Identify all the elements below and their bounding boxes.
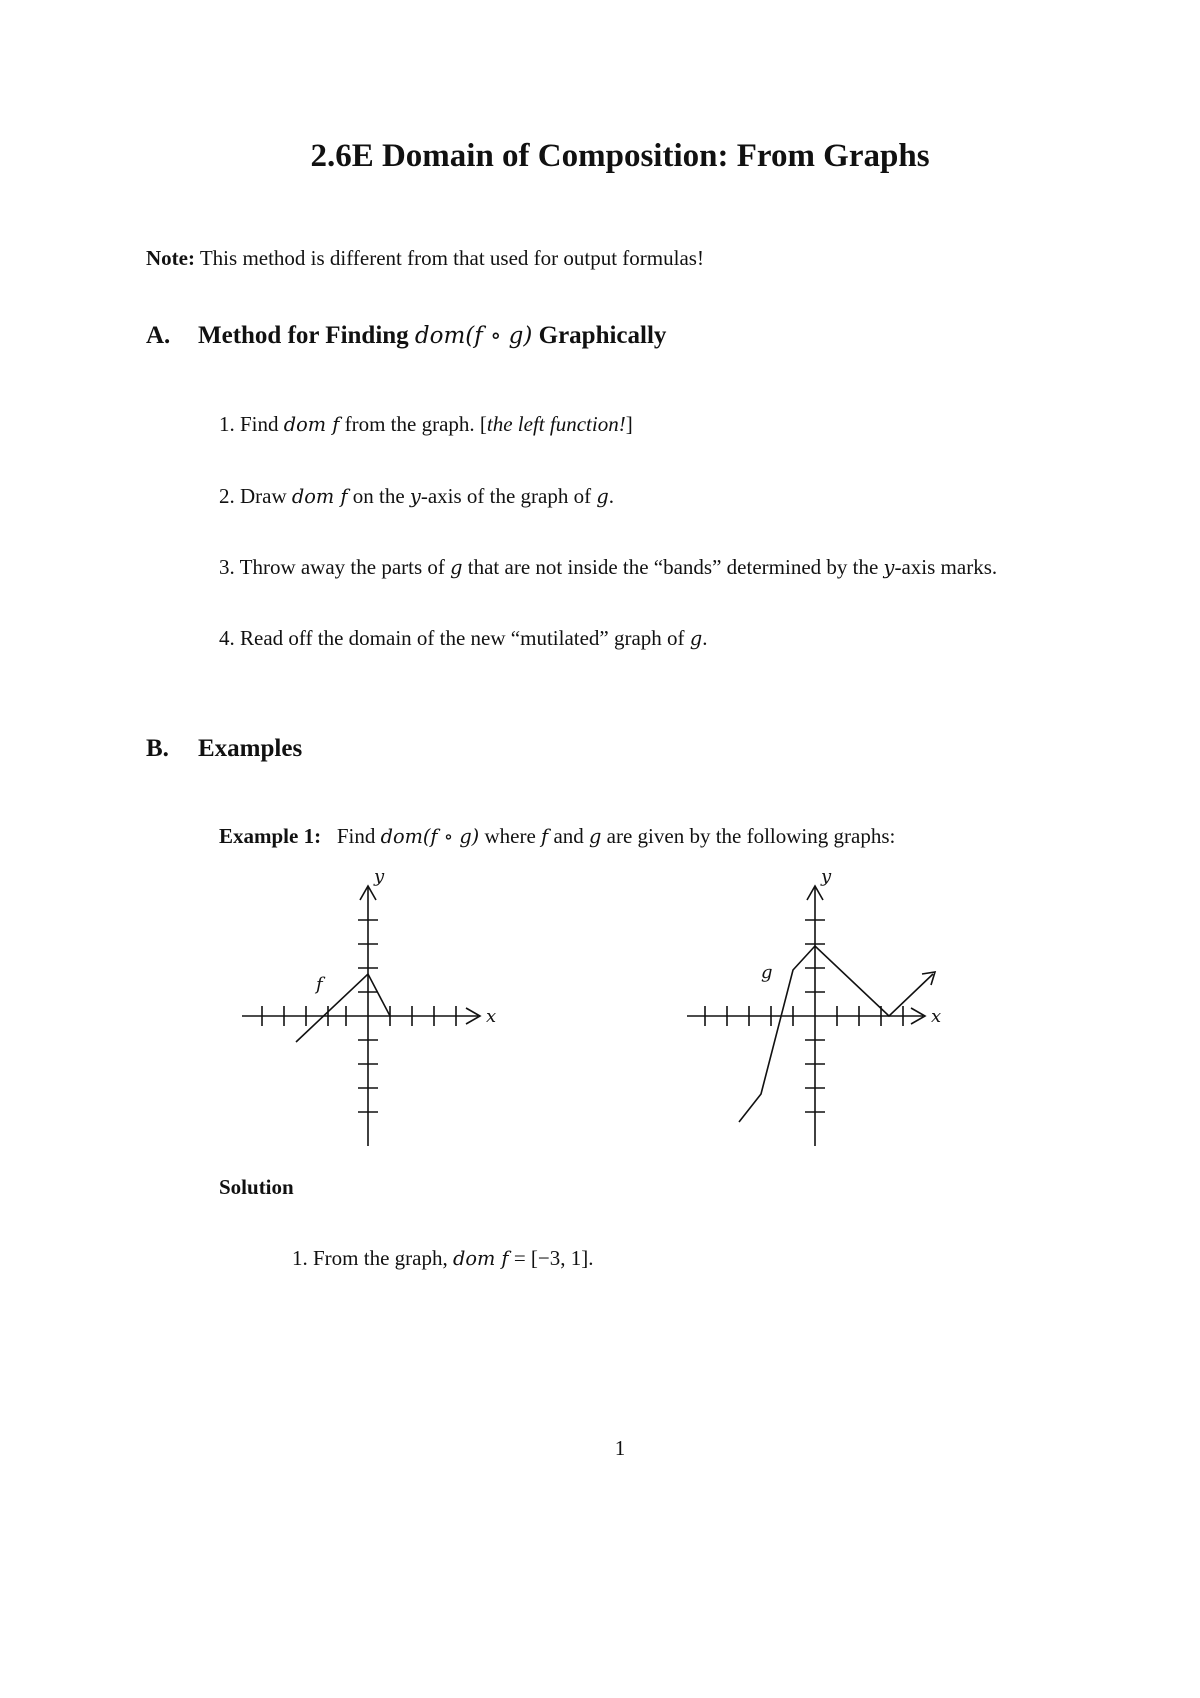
step-1-pre: 1. Find xyxy=(219,412,284,436)
solution-step-1-pre: 1. From the graph, xyxy=(292,1246,453,1270)
example-1-mid: where xyxy=(479,824,542,848)
note-text: This method is different from that used for output formulas! xyxy=(194,246,704,270)
step-4-g: g xyxy=(689,627,703,650)
solution-step-1-post: = [−3, 1]. xyxy=(508,1246,594,1270)
solution-step-1-math: dom f xyxy=(452,1247,509,1270)
section-b-heading xyxy=(146,735,302,763)
section-b-title: Examples xyxy=(198,735,303,762)
step-4-pre: 4. Read off the domain of the new “mutilated” graph of xyxy=(219,626,690,650)
graph-g-curve-label: g xyxy=(761,962,773,983)
step-2-post: -axis of the graph of xyxy=(420,484,597,508)
step-4 xyxy=(219,626,707,651)
graph-f xyxy=(230,870,530,1160)
graph-g xyxy=(675,870,975,1160)
example-1-f: f xyxy=(541,825,549,848)
step-2 xyxy=(219,484,614,509)
section-a-heading xyxy=(146,322,666,350)
step-1 xyxy=(219,412,633,437)
step-3-mid: that are not inside the “bands” determined by the xyxy=(462,555,884,579)
graph-f-curve xyxy=(296,974,390,1042)
section-a-title-post: Graphically xyxy=(532,322,667,349)
step-2-pre: 2. Draw xyxy=(219,484,292,508)
step-2-end: . xyxy=(608,484,614,508)
step-2-axis: y xyxy=(409,485,421,508)
note-paragraph xyxy=(146,246,704,271)
example-1-post: are given by the following graphs: xyxy=(601,824,896,848)
step-4-end: . xyxy=(702,626,708,650)
section-b-letter: B. xyxy=(146,735,169,762)
example-1-g: g xyxy=(589,825,602,848)
step-1-emphasis: the left function! xyxy=(486,412,626,436)
step-3-pre: 3. Throw away the parts of xyxy=(219,555,451,579)
graph-f-x-label: x xyxy=(486,1006,497,1027)
step-2-math: dom f xyxy=(291,485,348,508)
graph-f-curve-label: f xyxy=(316,974,323,995)
example-1-label: Example 1: xyxy=(219,824,322,848)
page-number: 1 xyxy=(614,1436,626,1460)
example-1-pre: Find xyxy=(321,824,381,848)
solution-heading: Solution xyxy=(219,1175,294,1199)
note-label: Note: xyxy=(146,246,195,270)
step-1-end: ] xyxy=(625,412,633,436)
graph-f-y-label: y xyxy=(374,870,385,887)
page-title: 2.6E Domain of Composition: From Graphs xyxy=(310,138,930,174)
section-a-title-math: dom(f ∘ g) xyxy=(414,323,533,349)
section-a-letter: A. xyxy=(146,322,171,349)
example-1-and: and xyxy=(548,824,590,848)
graph-f-axes xyxy=(242,886,480,1146)
example-1-statement xyxy=(219,824,895,849)
step-3 xyxy=(219,555,997,580)
step-2-mid: on the xyxy=(347,484,410,508)
step-3-axis: y xyxy=(883,556,895,579)
solution-step-1 xyxy=(292,1246,594,1271)
step-3-g: g xyxy=(450,556,463,579)
step-2-g: g xyxy=(596,485,609,508)
step-3-post: -axis marks. xyxy=(894,555,998,579)
section-a-title-pre: Method for Finding xyxy=(198,322,415,349)
example-1-math: dom(f ∘ g) xyxy=(380,825,480,848)
graph-g-x-label: x xyxy=(931,1006,942,1027)
step-1-post: from the graph. [ xyxy=(339,412,487,436)
graph-g-y-label: y xyxy=(821,870,832,887)
step-1-math: dom f xyxy=(283,413,340,436)
